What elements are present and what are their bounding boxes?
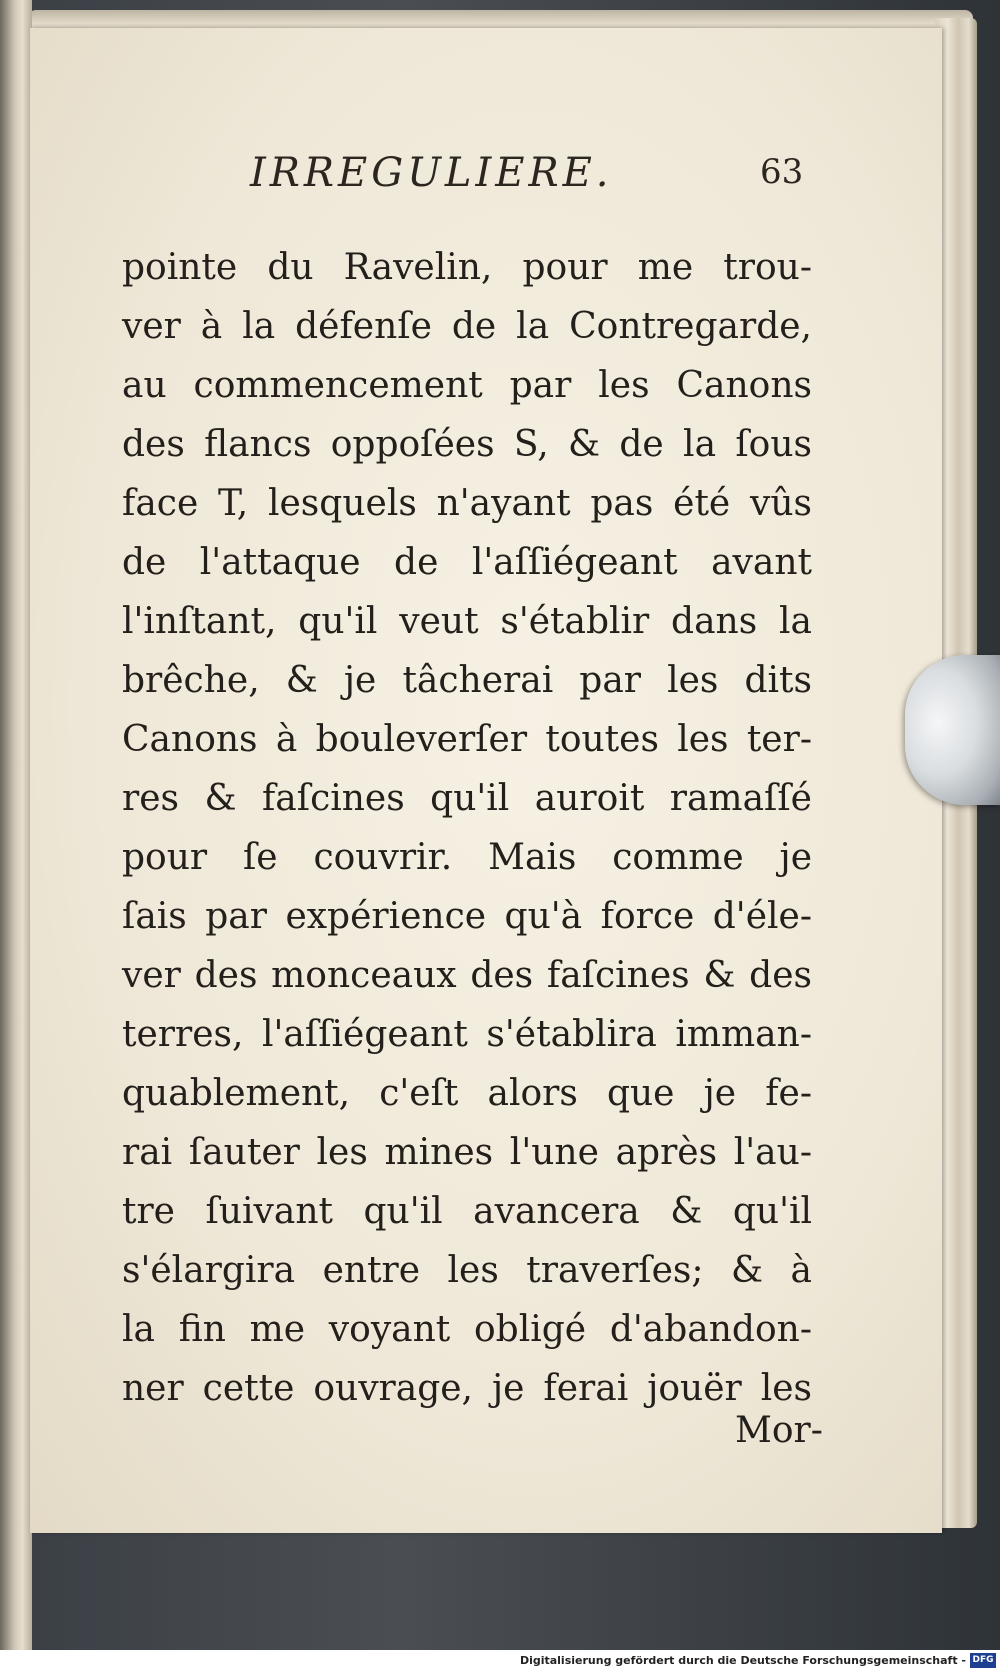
text-line: tre ſuivant qu'il avancera & qu'il <box>122 1191 812 1232</box>
text-line: ſais par expérience qu'à force d'éle- <box>122 896 812 937</box>
text-line: au commencement par les Canons <box>122 365 812 406</box>
dfg-logo: DFG <box>970 1653 996 1668</box>
text-line: la fin me voyant obligé d'abandon- <box>122 1309 812 1350</box>
text-line: ver à la défenſe de la Contregarde, <box>122 306 812 347</box>
text-line: quablement, c'eſt alors que je fe- <box>122 1073 812 1114</box>
text-line: face T, lesquels n'ayant pas été vûs <box>122 483 812 524</box>
running-head-title: IRREGULIERE. <box>250 150 613 196</box>
text-line: Canons à bouleverſer toutes les ter- <box>122 719 812 760</box>
footer-bar <box>0 1650 1000 1672</box>
text-line: res & faſcines qu'il auroit ramaſſé <box>122 778 812 819</box>
text-line: de l'attaque de l'aſſiégeant avant <box>122 542 812 583</box>
text-line: rai ſauter les mines l'une après l'au- <box>122 1132 812 1173</box>
text-line: l'inſtant, qu'il veut s'établir dans la <box>122 601 812 642</box>
text-line: pour ſe couvrir. Mais comme je <box>122 837 812 878</box>
text-line: ver des monceaux des faſcines & des <box>122 955 812 996</box>
page-clip <box>905 655 1000 805</box>
body-text <box>122 238 812 1418</box>
text-line: des flancs oppoſées S, & de la ſous <box>122 424 812 465</box>
funding-credit: Digitalisierung gefördert durch die Deutsche Forschungsgemeinschaft - <box>519 1654 966 1667</box>
text-line: terres, l'aſſiégeant s'établira imman- <box>122 1014 812 1055</box>
text-line: brêche, & je tâcherai par les dits <box>122 660 812 701</box>
text-line: pointe du Ravelin, pour me trou- <box>122 247 812 288</box>
page-number: 63 <box>760 152 804 192</box>
facing-page-edge <box>0 0 32 1650</box>
text-line: ner cette ouvrage, je ferai jouër les <box>122 1368 812 1409</box>
text-line: s'élargira entre les traverſes; & à <box>122 1250 812 1291</box>
catchword: Mor- <box>735 1410 823 1451</box>
